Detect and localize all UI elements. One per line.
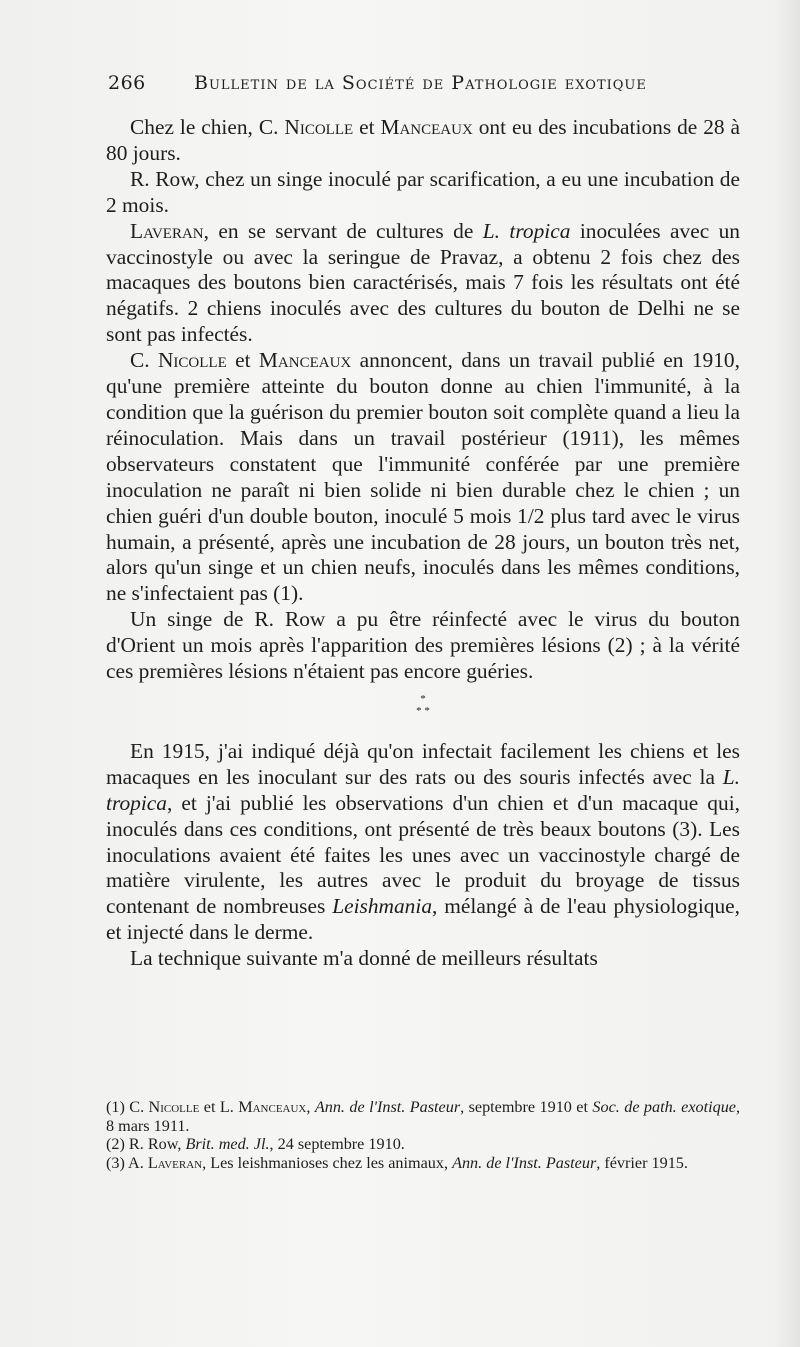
paragraph-2: R. Row, chez un singe inoculé par scarification, a eu une incubation de 2 mois. (106, 166, 740, 217)
text-run: , (306, 1098, 315, 1116)
journal-title: Soc. de path. exotique (592, 1098, 736, 1116)
author-name: Laveran (147, 1153, 203, 1172)
text-run: , Les leishmanioses chez les animaux, (202, 1153, 453, 1172)
text-run: , mélangé à de l'eau physiologique, et injecté dans le derme. (106, 894, 740, 945)
paragraph-1 (106, 115, 740, 167)
text-run: , février 1915. (596, 1153, 688, 1172)
text-run: ont eu des incubations de 28 à 80 jours. (106, 115, 740, 165)
running-header (108, 72, 698, 94)
author-name: Nicolle (148, 1098, 200, 1116)
genus-name: Leishmania (332, 894, 433, 919)
text-run: et L. (199, 1098, 239, 1116)
journal-title: Brit. med. Jl. (185, 1135, 270, 1153)
text-run: C. (130, 348, 158, 373)
paragraph-6 (106, 739, 740, 946)
text-run: C. (124, 1098, 149, 1116)
text-run: et (353, 115, 381, 139)
text-run: inoculées avec un vaccinostyle ou avec la seringue de Pravaz, a obtenu 2 fois chez des macaques des boutons bien caractérisés, mais 7 fois les résultats ont été négatifs. 2 chiens inoculés avec des cultures du bouton de Delhi ne se sont pas infectés. (106, 218, 740, 347)
section-separator (106, 693, 740, 717)
text-run: Chez le chien, C. (130, 115, 285, 139)
author-name: Laveran (130, 218, 204, 243)
footnote-2 (106, 1135, 740, 1154)
text-run: et (226, 348, 259, 373)
journal-title: Ann. de l'Inst. Pasteur (452, 1153, 597, 1172)
text-run: A. (124, 1153, 148, 1172)
running-title: Bulletin de la Société de Pathologie exotique (194, 72, 647, 94)
footnote-marker: (1) (106, 1098, 125, 1116)
footnote-marker: (3) (106, 1153, 125, 1172)
footnote-1 (106, 1098, 740, 1135)
text-run: R. Row, (124, 1135, 186, 1153)
main-text (106, 115, 740, 972)
footnote-3 (106, 1154, 740, 1173)
text-run: , septembre 1910 et (460, 1098, 593, 1116)
footnote-marker: (2) (106, 1135, 125, 1153)
paragraph-7: La technique suivante m'a donné de meilleurs résultats (130, 946, 598, 971)
author-name: Manceaux (258, 348, 352, 373)
author-name: Manceaux (238, 1098, 307, 1116)
species-name: L. tropica (106, 764, 740, 815)
separator-bottom-stars: * * (416, 704, 430, 717)
paragraph-5: Un singe de R. Row a pu être réinfecté avec le virus du bouton d'Orient un mois après l'apparition des premières lésions (2) ; à la vérité ces premières lésions n'étaient pas encore guéries. (106, 607, 740, 684)
separator-top-star: * (420, 692, 426, 705)
text-run: annoncent, dans un travail publié en 1910, qu'une première atteinte du bouton donne au chien l'immunité, à la condition que la guérison du premier bouton soit complète quand a lieu la réinoculation. Mais dans un travail postérieur (1911), les mêmes observateurs constatent que l'immunité conférée par une première inoculation ne paraît ni bien solide ni bien durable chez le chien ; un chien guéri d'un double bouton, inoculé 5 mois 1/2 plus tard avec le virus humain, a présenté, après une incubation de 28 jours, un bouton très net, alors qu'un singe et un chien neufs, inoculés dans les mêmes conditions, ne s'infectaient pas (1). (106, 348, 740, 606)
text-run: , 8 mars 1911. (106, 1098, 741, 1135)
paragraph-3 (106, 219, 740, 349)
journal-title: Ann. de l'Inst. Pasteur (314, 1098, 461, 1116)
text-run: En 1915, j'ai indiqué déjà qu'on infectait facilement les chiens et les macaques en les inoculant sur des rats ou des souris infectés avec la (106, 738, 740, 789)
text-run: , en se servant de cultures de (203, 218, 483, 243)
footnotes (106, 1098, 740, 1172)
paragraph-4 (106, 348, 740, 607)
author-name: Nicolle (157, 348, 227, 373)
text-run: , 24 septembre 1910. (269, 1135, 405, 1153)
author-name: Nicolle (284, 115, 354, 139)
species-name: L. tropica (482, 218, 571, 243)
page-edge-shadow (774, 0, 800, 1347)
page-number: 266 (108, 72, 146, 94)
text-run: , et j'ai publié les observations d'un chien et d'un macaque qui, inoculés dans ces conditions, ont présenté de très beaux boutons (3). Les inoculations avaient été faites les unes avec un vaccinostyle chargé de matière virulente, les autres avec le produit du broyage de tissus contenant de nombreuses (106, 790, 740, 919)
author-name: Manceaux (380, 115, 473, 139)
